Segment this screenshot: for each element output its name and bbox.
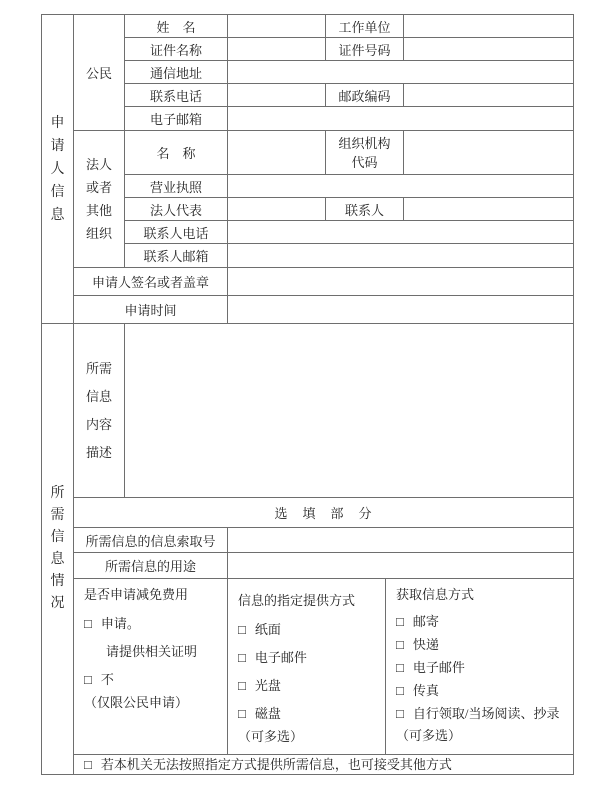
checkbox-obtain-pickup[interactable] — [396, 702, 567, 725]
provide-method-title: 信息的指定提供方式 — [238, 593, 356, 608]
obtain-method-cell — [386, 579, 574, 755]
obtain-footnote: （可多选） — [396, 728, 462, 743]
content-desc-input-cell[interactable] — [125, 324, 574, 498]
name-input-cell[interactable] — [228, 15, 326, 38]
section-label-request-info: 所需信息情况 — [42, 324, 74, 775]
checkbox-provide-disk[interactable] — [238, 700, 379, 728]
checkbox-icon: □ — [396, 614, 404, 629]
contact-email-input-cell[interactable] — [228, 244, 574, 268]
checkbox-label: 电子邮件 — [412, 660, 465, 675]
work-unit-label: 工作单位 — [326, 15, 404, 38]
phone-label: 联系电话 — [125, 84, 228, 107]
apply-date-label: 申请时间 — [74, 296, 228, 324]
checkbox-icon: □ — [238, 650, 246, 665]
group-label-citizen: 公民 — [74, 15, 125, 131]
application-form-table — [41, 14, 574, 775]
postal-code-label: 邮政编码 — [326, 84, 404, 107]
postal-code-input-cell[interactable] — [404, 84, 574, 107]
checkbox-icon: □ — [238, 622, 246, 637]
license-label: 营业执照 — [125, 175, 228, 198]
address-label: 通信地址 — [125, 61, 228, 84]
checkbox-icon: □ — [396, 637, 404, 652]
checkbox-icon: □ — [238, 706, 246, 721]
index-no-input-cell[interactable] — [228, 528, 574, 553]
checkbox-label: 电子邮件 — [254, 650, 307, 665]
checkbox-icon: □ — [84, 672, 92, 687]
checkbox-provide-paper[interactable] — [238, 616, 379, 644]
checkbox-label: 不 — [100, 672, 114, 687]
contact-phone-label: 联系人电话 — [125, 221, 228, 244]
checkbox-obtain-express[interactable] — [396, 633, 567, 656]
license-input-cell[interactable] — [228, 175, 574, 198]
index-no-label: 所需信息的信息索取号 — [74, 528, 228, 553]
cert-no-label: 证件号码 — [326, 38, 404, 61]
signature-input-cell[interactable] — [228, 268, 574, 296]
contact-phone-input-cell[interactable] — [228, 221, 574, 244]
checkbox-icon: □ — [84, 616, 92, 631]
section-label-applicant-info: 申请人信息 — [42, 15, 74, 324]
checkbox-icon: □ — [396, 683, 404, 698]
email-label: 电子邮箱 — [125, 107, 228, 131]
provide-method-cell — [228, 579, 386, 755]
checkbox-label: 申请。 — [100, 616, 140, 631]
checkbox-icon: □ — [238, 678, 246, 693]
checkbox-label: 若本机关无法按照指定方式提供所需信息，也可接受其他方式 — [100, 756, 452, 772]
fee-apply-note: 请提供相关证明 — [106, 644, 198, 659]
contact-person-input-cell[interactable] — [404, 198, 574, 221]
checkbox-label: 纸面 — [254, 622, 281, 637]
provide-footnote: （可多选） — [238, 729, 304, 744]
org-name-input-cell[interactable] — [228, 131, 326, 175]
purpose-input-cell[interactable] — [228, 553, 574, 579]
checkbox-label: 自行领取/当场阅读、抄录 — [412, 706, 560, 721]
checkbox-obtain-email[interactable] — [396, 656, 567, 679]
checkbox-icon: □ — [396, 706, 404, 721]
checkbox-provide-cd[interactable] — [238, 672, 379, 700]
checkbox-icon: □ — [396, 660, 404, 675]
legal-rep-input-cell[interactable] — [228, 198, 326, 221]
cert-name-label: 证件名称 — [125, 38, 228, 61]
purpose-label: 所需信息的用途 — [74, 553, 228, 579]
org-code-input-cell[interactable] — [404, 131, 574, 175]
content-desc-label: 所需信息内容描述 — [74, 324, 125, 498]
checkbox-fee-no[interactable] — [84, 666, 221, 694]
optional-section-header: 选 填 部 分 — [74, 498, 574, 528]
checkbox-provide-email[interactable] — [238, 644, 379, 672]
apply-date-input-cell[interactable] — [228, 296, 574, 324]
checkbox-label: 磁盘 — [254, 706, 281, 721]
contact-email-label: 联系人邮箱 — [125, 244, 228, 268]
contact-person-label: 联系人 — [326, 198, 404, 221]
checkbox-label: 邮寄 — [412, 614, 439, 629]
name-label: 姓 名 — [125, 15, 228, 38]
signature-label: 申请人签名或者盖章 — [74, 268, 228, 296]
cert-no-input-cell[interactable] — [404, 38, 574, 61]
cert-name-input-cell[interactable] — [228, 38, 326, 61]
obtain-method-title: 获取信息方式 — [396, 587, 475, 602]
fee-footnote: （仅限公民申请） — [84, 695, 189, 710]
group-label-legal-org: 法人或者其他组织 — [74, 131, 125, 268]
legal-rep-label: 法人代表 — [125, 198, 228, 221]
checkbox-accept-other-methods[interactable] — [74, 756, 573, 774]
checkbox-label: 光盘 — [254, 678, 281, 693]
org-code-label: 组织机构代码 — [326, 131, 404, 175]
phone-input-cell[interactable] — [228, 84, 326, 107]
checkbox-obtain-fax[interactable] — [396, 679, 567, 702]
checkbox-label: 快递 — [412, 637, 439, 652]
org-name-label: 名 称 — [125, 131, 228, 175]
fee-waiver-title: 是否申请减免费用 — [84, 587, 189, 602]
address-input-cell[interactable] — [228, 61, 574, 84]
fallback-option-cell — [74, 755, 574, 775]
fee-waiver-cell — [74, 579, 228, 755]
checkbox-obtain-mail[interactable] — [396, 610, 567, 633]
checkbox-icon: □ — [84, 756, 92, 772]
email-input-cell[interactable] — [228, 107, 574, 131]
checkbox-label: 传真 — [412, 683, 439, 698]
work-unit-input-cell[interactable] — [404, 15, 574, 38]
checkbox-fee-apply[interactable] — [84, 610, 221, 638]
